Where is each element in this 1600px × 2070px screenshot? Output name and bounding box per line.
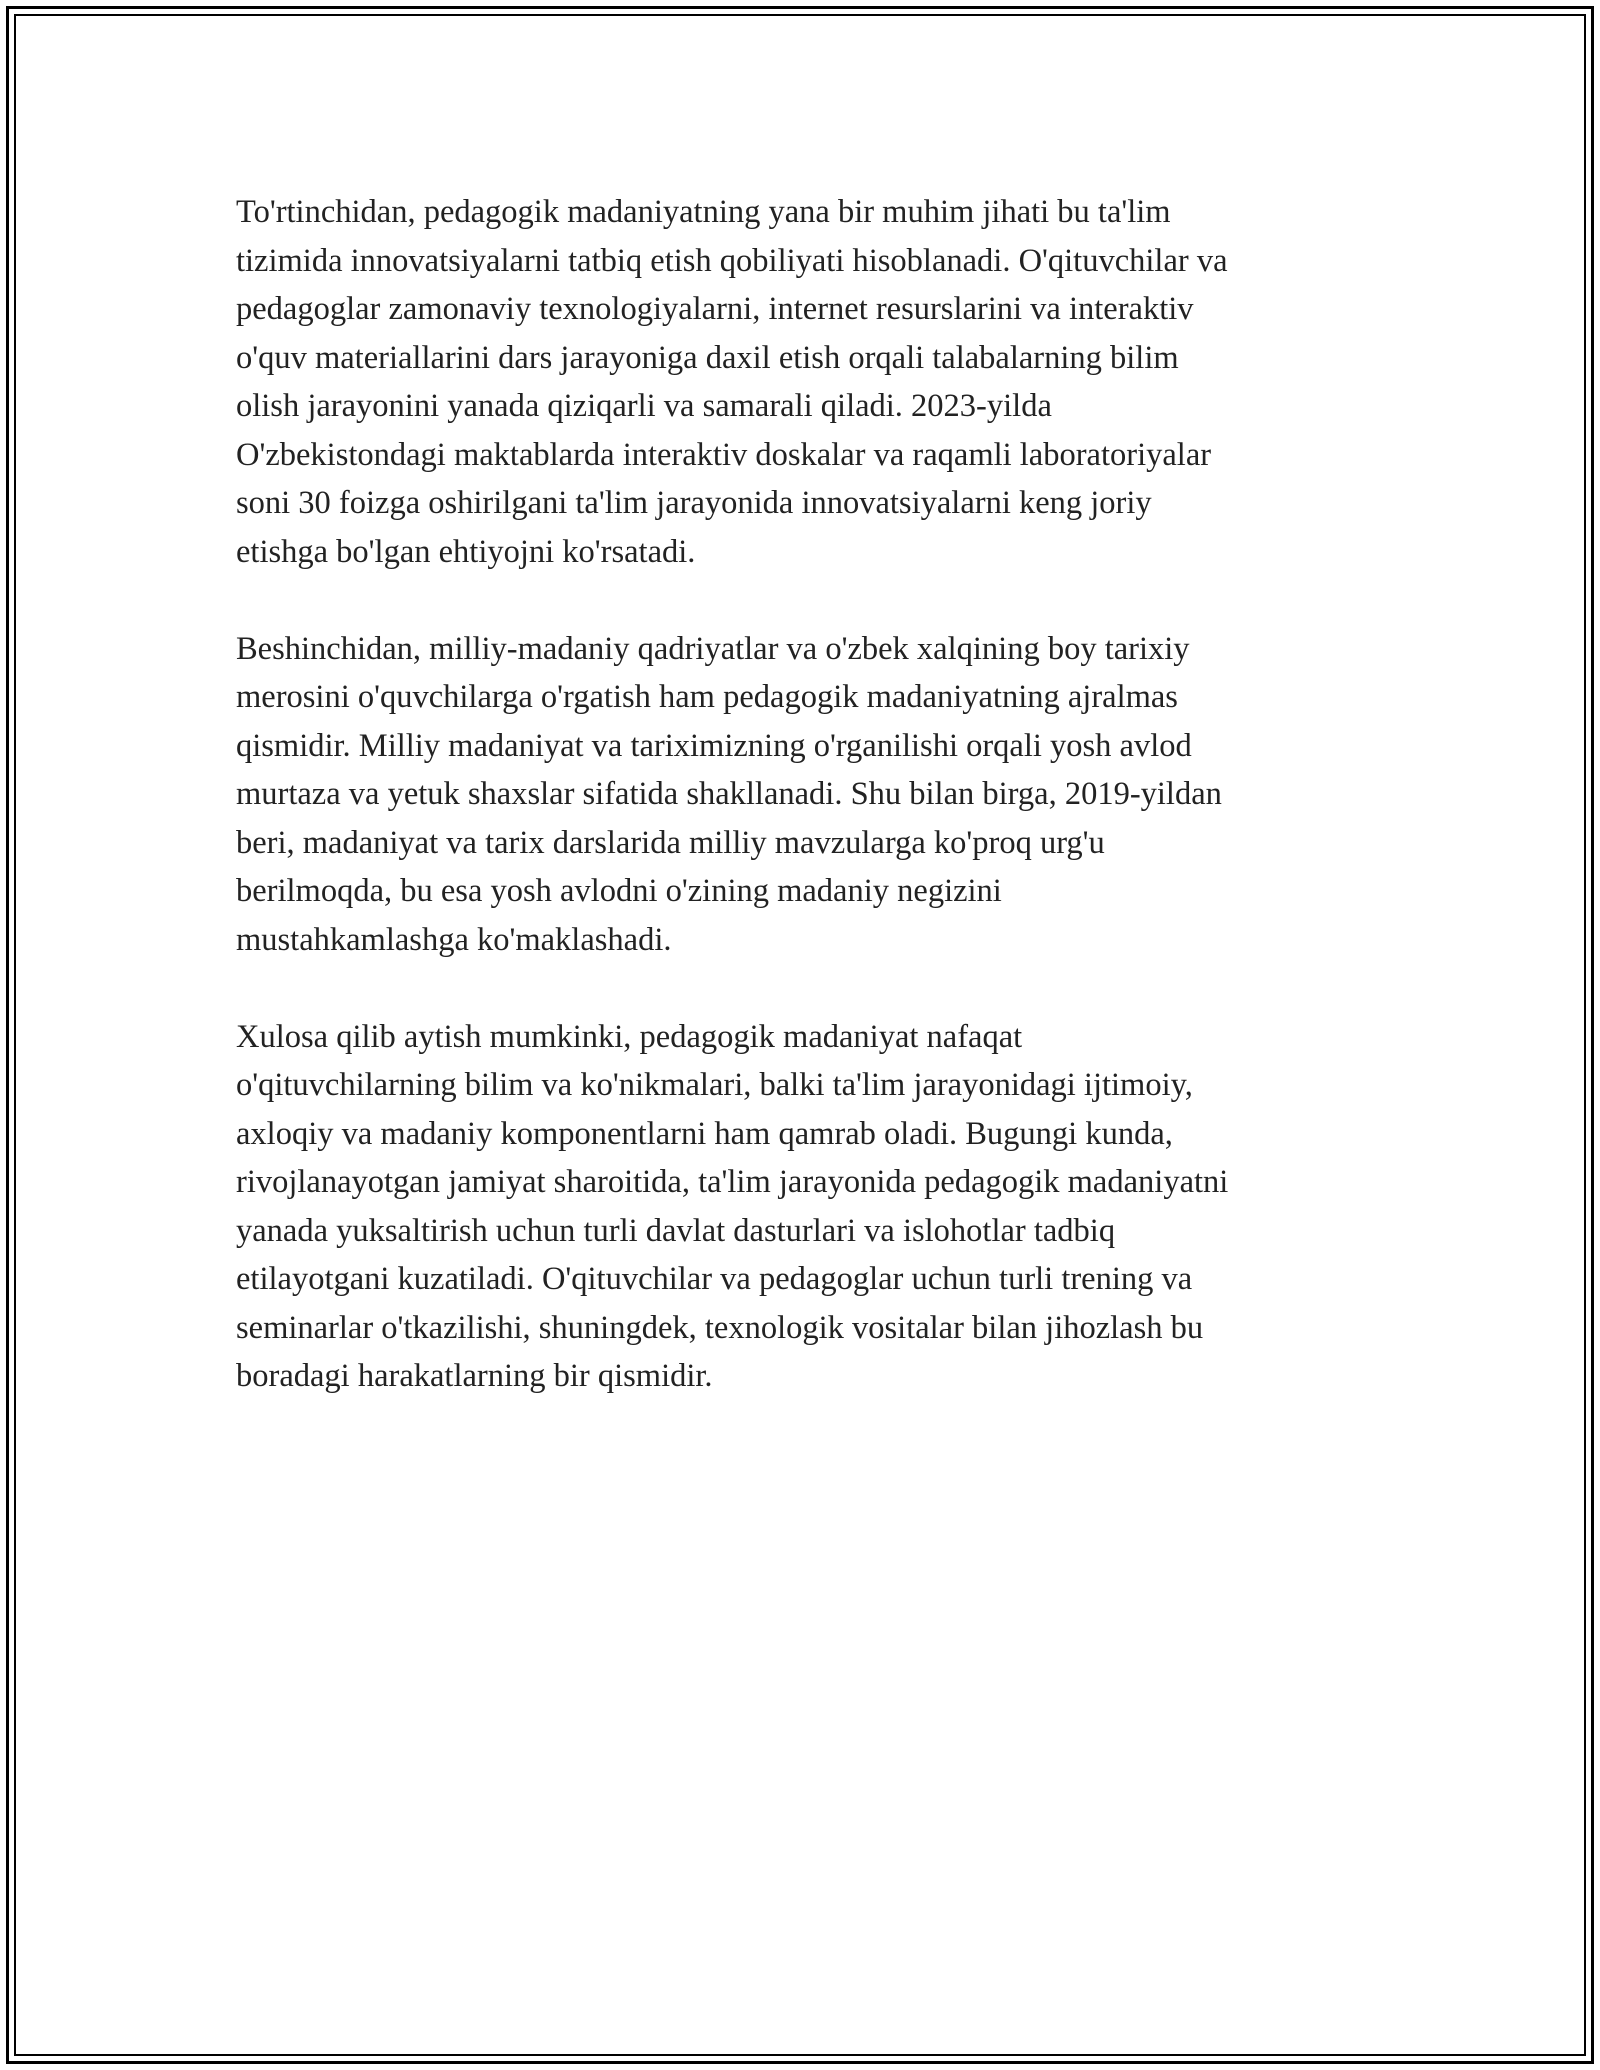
document-body (236, 188, 1366, 1449)
text-line: o'qituvchilarning bilim va ko'nikmalari, balki ta'lim jarayonidagi ijtimoiy, (236, 1067, 1193, 1103)
text-line: seminarlar o'tkazilishi, shuningdek, texnologik vositalar bilan jihozlash bu (236, 1309, 1204, 1346)
text-line: rivojlanayotgan jamiyat sharoitida, ta'lim jarayonida pedagogik madaniyatni (236, 1164, 1229, 1200)
text-line: o'quv materiallarini dars jarayoniga daxil etish orqali talabalarning bilim (236, 339, 1179, 376)
paragraph-innovations (236, 188, 1366, 576)
paragraph-national-values (236, 625, 1366, 965)
text-line: merosini o'quvchilarga o'rgatish ham pedagogik madaniyatning ajralmas (236, 679, 1178, 715)
paragraph-conclusion (236, 1013, 1366, 1401)
text-line: yanada yuksaltirish uchun turli davlat dasturlari va islohotlar tadbiq (236, 1212, 1116, 1249)
text-line: etilayotgani kuzatiladi. O'qituvchilar va pedagoglar uchun turli trening va (236, 1261, 1193, 1297)
text-line: tizimida innovatsiyalarni tatbiq etish qobiliyati hisoblanadi. O'qituvchilar va (236, 242, 1228, 279)
text-line: boradagi harakatlarning bir qismidir. (236, 1358, 713, 1394)
text-line: Xulosa qilib aytish mumkinki, pedagogik madaniyat nafaqat (236, 1018, 1023, 1055)
text-line: axloqiy va madaniy komponentlarni ham qamrab oladi. Bugungi kunda, (236, 1115, 1173, 1152)
text-line: beri, madaniyat va tarix darslarida milliy mavzularga ko'proq urg'u (236, 824, 1105, 861)
text-line: pedagoglar zamonaviy texnologiyalarni, internet resurslarini va interaktiv (236, 291, 1194, 327)
text-line: soni 30 foizga oshirilgani ta'lim jarayonida innovatsiyalarni keng joriy (236, 485, 1152, 521)
text-line: mustahkamlashga ko'maklashadi. (236, 921, 672, 958)
text-line: qismidir. Milliy madaniyat va tariximizning o'rganilishi orqali yosh avlod (236, 727, 1192, 764)
text-line: O'zbekistondagi maktablarda interaktiv doskalar va raqamli laboratoriyalar (236, 436, 1212, 473)
text-line: Beshinchidan, milliy-madaniy qadriyatlar va o'zbek xalqining boy tarixiy (236, 630, 1190, 667)
text-line: olish jarayonini yanada qiziqarli va samarali qiladi. 2023-yilda (236, 388, 1052, 424)
text-line: murtaza va yetuk shaxslar sifatida shakllanadi. Shu bilan birga, 2019-yildan (236, 776, 1222, 812)
text-line: berilmoqda, bu esa yosh avlodni o'zining madaniy negizini (236, 873, 1002, 909)
text-line: etishga bo'lgan ehtiyojni ko'rsatadi. (236, 533, 696, 570)
text-line: To'rtinchidan, pedagogik madaniyatning yana bir muhim jihati bu ta'lim (236, 194, 1171, 230)
